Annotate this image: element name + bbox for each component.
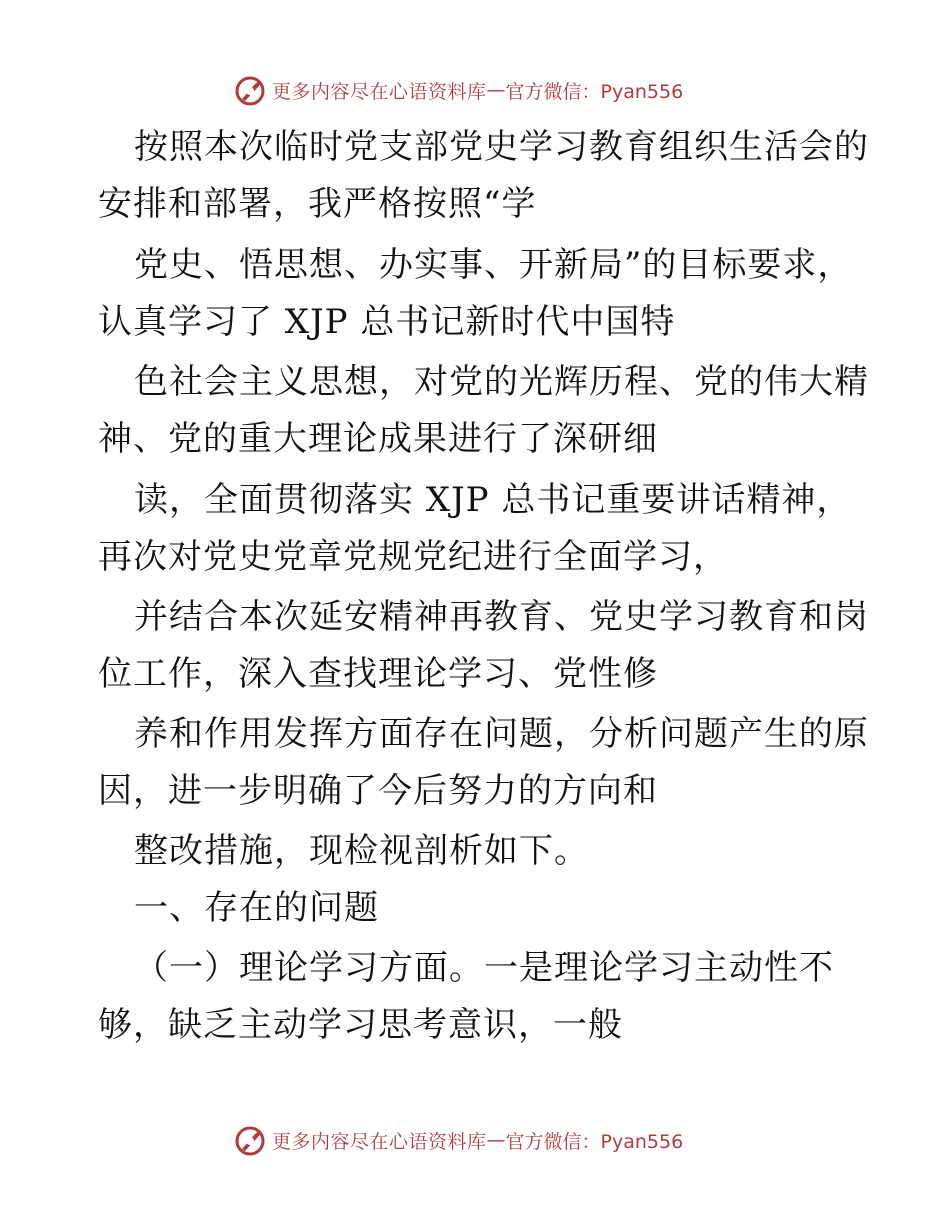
header-banner-separator: —: [486, 79, 506, 101]
body-line: 读，全面贯彻落实 XJP 总书记重要讲话精神，: [134, 480, 852, 520]
footer-banner-separator: —: [486, 1129, 506, 1151]
footer-banner-contact: 官方微信：Pyan556: [505, 1130, 684, 1153]
body-line: 按照本次临时党支部党史学习教育组织生活会的: [134, 127, 869, 167]
header-watermark-banner: [234, 73, 683, 107]
header-banner-contact: 官方微信：Pyan556: [505, 80, 684, 103]
body-line: 位工作，深入查找理论学习、党性修: [98, 654, 658, 694]
body-line: 安排和部署，我严格按照“学: [98, 184, 537, 224]
body-line: 色社会主义思想，对党的光辉历程、党的伟大精: [134, 362, 869, 402]
body-line: 够，缺乏主动学习思考意识，一般: [98, 1005, 623, 1045]
section-heading: 一、存在的问题: [134, 888, 379, 928]
body-line: 并结合本次延安精神再教育、党史学习教育和岗: [134, 597, 869, 637]
body-line: 养和作用发挥方面存在问题，分析问题产生的原: [134, 714, 869, 754]
body-line: （一）理论学习方面。一是理论学习主动性不: [134, 948, 834, 988]
footer-watermark-banner: [234, 1123, 683, 1157]
body-line: 因，进一步明确了今后努力的方向和: [98, 771, 658, 811]
pen-logo-icon: [234, 73, 268, 107]
body-line: 神、党的重大理论成果进行了深研细: [98, 419, 658, 459]
body-line: 党史、悟思想、办实事、开新局”的目标要求，: [134, 245, 853, 285]
header-banner-text: 更多内容尽在心语资料库: [272, 80, 487, 103]
body-line: 整改措施，现检视剖析如下。: [134, 831, 589, 871]
footer-banner-text: 更多内容尽在心语资料库: [272, 1130, 487, 1153]
body-line: 再次对党史党章党规党纪进行全面学习，: [98, 537, 728, 577]
body-line: 认真学习了 XJP 总书记新时代中国特: [98, 302, 676, 342]
pen-logo-icon: [234, 1123, 268, 1157]
